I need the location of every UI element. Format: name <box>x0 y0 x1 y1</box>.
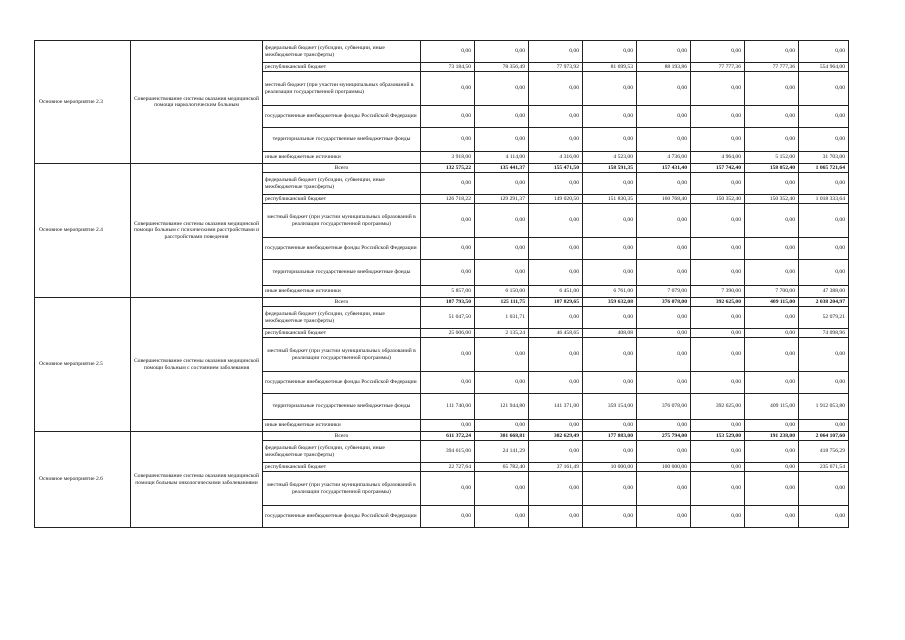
year-value-cell: 0,00 <box>637 372 691 394</box>
year-value-cell: 0,00 <box>583 372 637 394</box>
year-value-cell: 158 591,35 <box>583 164 637 173</box>
year-value-cell: 121 944,80 <box>475 394 529 420</box>
year-value-cell: 0,00 <box>745 338 799 372</box>
event-description-cell: Совершенствование системы оказания медицинской помощи больным с состоянием заболевания <box>131 298 263 432</box>
year-value-cell: 0,00 <box>691 329 745 338</box>
year-value-cell: 129 291,37 <box>475 195 529 204</box>
row-total-value-cell: 1 065 721,64 <box>799 164 849 173</box>
year-value-cell: 0,00 <box>745 472 799 506</box>
year-value-cell: 0,00 <box>745 238 799 260</box>
year-value-cell: 0,00 <box>529 472 583 506</box>
funding-source-cell: территориальные государственные внебюджетные фонды <box>263 128 421 152</box>
year-value-cell: 0,00 <box>529 173 583 195</box>
year-value-cell: 0,00 <box>637 204 691 238</box>
funding-source-cell: федеральный бюджет (субсидии, субвенции, иные межбюджетные трансферты) <box>263 41 421 63</box>
year-value-cell: 0,00 <box>691 372 745 394</box>
row-total-value-cell: 0,00 <box>799 72 849 106</box>
year-value-cell: 394 615,00 <box>421 441 475 463</box>
year-value-cell: 0,00 <box>637 128 691 152</box>
year-value-cell: 0,00 <box>475 204 529 238</box>
year-value-cell: 0,00 <box>421 472 475 506</box>
year-value-cell: 0,00 <box>475 238 529 260</box>
year-value-cell: 150 352,40 <box>745 195 799 204</box>
year-value-cell: 111 740,00 <box>421 394 475 420</box>
event-name-cell: Основное мероприятие 2.5 <box>35 298 131 432</box>
year-value-cell: 0,00 <box>421 506 475 528</box>
funding-source-cell: Всего <box>263 164 421 173</box>
year-value-cell: 141 371,00 <box>529 394 583 420</box>
year-value-cell: 37 161,49 <box>529 463 583 472</box>
year-value-cell: 0,00 <box>475 128 529 152</box>
year-value-cell: 0,00 <box>637 238 691 260</box>
year-value-cell: 0,00 <box>529 506 583 528</box>
year-value-cell: 0,00 <box>529 420 583 432</box>
row-total-value-cell: 235 671,54 <box>799 463 849 472</box>
year-value-cell: 0,00 <box>745 173 799 195</box>
year-value-cell: 0,00 <box>421 173 475 195</box>
year-value-cell: 25 006,00 <box>421 329 475 338</box>
funding-source-cell: республиканский бюджет <box>263 63 421 72</box>
year-value-cell: 0,00 <box>475 260 529 286</box>
year-value-cell: 0,00 <box>421 372 475 394</box>
year-value-cell: 301 668,81 <box>475 432 529 441</box>
table-row-total <box>35 298 849 307</box>
year-value-cell: 359 632,08 <box>583 298 637 307</box>
year-value-cell: 0,00 <box>745 420 799 432</box>
year-value-cell: 1 031,71 <box>475 307 529 329</box>
year-value-cell: 177 883,00 <box>583 432 637 441</box>
year-value-cell: 0,00 <box>691 307 745 329</box>
year-value-cell: 0,00 <box>745 106 799 128</box>
year-value-cell: 0,00 <box>475 506 529 528</box>
row-total-value-cell: 0,00 <box>799 41 849 63</box>
funding-source-cell: иные внебюджетные источники <box>263 420 421 432</box>
year-value-cell: 409 115,00 <box>745 298 799 307</box>
year-value-cell: 0,00 <box>745 441 799 463</box>
row-total-value-cell: 52 079,21 <box>799 307 849 329</box>
year-value-cell: 376 078,00 <box>637 394 691 420</box>
event-name-cell: Основное мероприятие 2.6 <box>35 432 131 528</box>
funding-source-cell: республиканский бюджет <box>263 329 421 338</box>
row-total-value-cell: 0,00 <box>799 338 849 372</box>
year-value-cell: 0,00 <box>691 506 745 528</box>
year-value-cell: 0,00 <box>745 128 799 152</box>
year-value-cell: 0,00 <box>637 72 691 106</box>
funding-source-cell: республиканский бюджет <box>263 195 421 204</box>
row-total-value-cell: 2 038 204,97 <box>799 298 849 307</box>
year-value-cell: 0,00 <box>745 204 799 238</box>
page-bottom-margin <box>0 590 905 640</box>
year-value-cell: 0,00 <box>583 238 637 260</box>
year-value-cell: 158 052,40 <box>745 164 799 173</box>
row-total-value-cell: 418 756,29 <box>799 441 849 463</box>
year-value-cell: 0,00 <box>583 173 637 195</box>
year-value-cell: 0,00 <box>583 420 637 432</box>
year-value-cell: 0,00 <box>745 72 799 106</box>
funding-source-cell: федеральный бюджет (субсидии, субвенции, иные межбюджетные трансферты) <box>263 173 421 195</box>
year-value-cell: 150 352,40 <box>691 195 745 204</box>
row-total-value-cell: 0,00 <box>799 420 849 432</box>
year-value-cell: 0,00 <box>583 128 637 152</box>
year-value-cell: 0,00 <box>421 72 475 106</box>
year-value-cell: 0,00 <box>745 506 799 528</box>
year-value-cell: 0,00 <box>583 307 637 329</box>
year-value-cell: 0,00 <box>637 329 691 338</box>
budget-table-body <box>35 41 849 528</box>
year-value-cell: 0,00 <box>637 260 691 286</box>
row-total-value-cell: 31 703,00 <box>799 152 849 164</box>
year-value-cell: 187 829,65 <box>529 298 583 307</box>
year-value-cell: 0,00 <box>475 420 529 432</box>
funding-source-cell: Всего <box>263 298 421 307</box>
funding-source-cell: республиканский бюджет <box>263 463 421 472</box>
year-value-cell: 4 736,00 <box>637 152 691 164</box>
year-value-cell: 0,00 <box>421 260 475 286</box>
year-value-cell: 6 451,00 <box>529 286 583 298</box>
year-value-cell: 0,00 <box>583 260 637 286</box>
year-value-cell: 135 441,37 <box>475 164 529 173</box>
year-value-cell: 0,00 <box>529 238 583 260</box>
year-value-cell: 6 761,00 <box>583 286 637 298</box>
year-value-cell: 153 529,00 <box>691 432 745 441</box>
year-value-cell: 78 356,49 <box>475 63 529 72</box>
year-value-cell: 408,08 <box>583 329 637 338</box>
year-value-cell: 0,00 <box>745 307 799 329</box>
event-name-cell: Основное мероприятие 2.4 <box>35 164 131 298</box>
year-value-cell: 0,00 <box>529 204 583 238</box>
year-value-cell: 0,00 <box>475 372 529 394</box>
year-value-cell: 0,00 <box>583 204 637 238</box>
funding-source-cell: Всего <box>263 432 421 441</box>
year-value-cell: 77 973,92 <box>529 63 583 72</box>
row-total-value-cell: 2 064 107,60 <box>799 432 849 441</box>
funding-source-cell: иные внебюджетные источники <box>263 152 421 164</box>
row-total-value-cell: 554 964,00 <box>799 63 849 72</box>
year-value-cell: 0,00 <box>529 260 583 286</box>
year-value-cell: 0,00 <box>421 204 475 238</box>
year-value-cell: 0,00 <box>421 41 475 63</box>
funding-source-cell: федеральный бюджет (субсидии, субвенции, иные межбюджетные трансферты) <box>263 441 421 463</box>
year-value-cell: 0,00 <box>745 329 799 338</box>
year-value-cell: 0,00 <box>637 506 691 528</box>
funding-source-cell: местный бюджет (при участии муниципальных образований в реализации государственной программы) <box>263 72 421 106</box>
year-value-cell: 376 078,00 <box>637 298 691 307</box>
funding-source-cell: федеральный бюджет (субсидии, субвенции, иные межбюджетные трансферты) <box>263 307 421 329</box>
row-total-value-cell: 0,00 <box>799 128 849 152</box>
year-value-cell: 0,00 <box>691 260 745 286</box>
year-value-cell: 0,00 <box>691 128 745 152</box>
year-value-cell: 0,00 <box>691 204 745 238</box>
year-value-cell: 46 458,65 <box>529 329 583 338</box>
year-value-cell: 149 020,50 <box>529 195 583 204</box>
row-total-value-cell: 0,00 <box>799 506 849 528</box>
year-value-cell: 0,00 <box>691 441 745 463</box>
year-value-cell: 51 047,50 <box>421 307 475 329</box>
row-total-value-cell: 0,00 <box>799 173 849 195</box>
year-value-cell: 359 154,00 <box>583 394 637 420</box>
year-value-cell: 0,00 <box>637 173 691 195</box>
year-value-cell: 0,00 <box>691 173 745 195</box>
row-total-value-cell: 0,00 <box>799 106 849 128</box>
year-value-cell: 0,00 <box>529 128 583 152</box>
funding-source-cell: местный бюджет (при участии муниципальных образований в реализации государственной программы) <box>263 472 421 506</box>
year-value-cell: 191 238,00 <box>745 432 799 441</box>
year-value-cell: 0,00 <box>583 106 637 128</box>
table-row-total <box>35 432 849 441</box>
year-value-cell: 0,00 <box>529 441 583 463</box>
year-value-cell: 0,00 <box>691 420 745 432</box>
year-value-cell: 392 625,00 <box>691 298 745 307</box>
year-value-cell: 409 115,00 <box>745 394 799 420</box>
year-value-cell: 155 471,50 <box>529 164 583 173</box>
year-value-cell: 0,00 <box>475 106 529 128</box>
year-value-cell: 88 193,86 <box>637 63 691 72</box>
year-value-cell: 302 629,49 <box>529 432 583 441</box>
table-row <box>35 41 849 63</box>
year-value-cell: 0,00 <box>637 106 691 128</box>
table-row-total <box>35 164 849 173</box>
year-value-cell: 0,00 <box>691 72 745 106</box>
year-value-cell: 22 727,64 <box>421 463 475 472</box>
year-value-cell: 0,00 <box>421 420 475 432</box>
year-value-cell: 0,00 <box>637 420 691 432</box>
year-value-cell: 7 700,00 <box>745 286 799 298</box>
row-total-value-cell: 0,00 <box>799 260 849 286</box>
year-value-cell: 0,00 <box>583 72 637 106</box>
year-value-cell: 10 000,00 <box>583 463 637 472</box>
year-value-cell: 0,00 <box>529 106 583 128</box>
row-total-value-cell: 1 912 053,80 <box>799 394 849 420</box>
year-value-cell: 81 699,53 <box>583 63 637 72</box>
year-value-cell: 0,00 <box>421 338 475 372</box>
year-value-cell: 0,00 <box>691 463 745 472</box>
year-value-cell: 0,00 <box>745 260 799 286</box>
budget-table <box>34 40 849 528</box>
row-total-value-cell: 0,00 <box>799 238 849 260</box>
year-value-cell: 392 625,00 <box>691 394 745 420</box>
year-value-cell: 5 857,00 <box>421 286 475 298</box>
year-value-cell: 0,00 <box>691 41 745 63</box>
year-value-cell: 0,00 <box>637 338 691 372</box>
funding-source-cell: местный бюджет (при участии муниципальных образований в реализации государственной программы) <box>263 204 421 238</box>
row-total-value-cell: 0,00 <box>799 372 849 394</box>
year-value-cell: 0,00 <box>637 307 691 329</box>
year-value-cell: 132 575,22 <box>421 164 475 173</box>
year-value-cell: 4 316,00 <box>529 152 583 164</box>
year-value-cell: 7 079,00 <box>637 286 691 298</box>
year-value-cell: 0,00 <box>583 506 637 528</box>
year-value-cell: 6 150,00 <box>475 286 529 298</box>
year-value-cell: 4 523,00 <box>583 152 637 164</box>
event-description-cell: Совершенствование системы оказания медицинской помощи больным с психическими расстройствами и расстройствами поведения <box>131 164 263 298</box>
year-value-cell: 0,00 <box>691 238 745 260</box>
year-value-cell: 0,00 <box>583 338 637 372</box>
year-value-cell: 77 777,36 <box>691 63 745 72</box>
event-description-cell: Совершенствование системы оказания медицинской помощи наркологическим больным <box>131 41 263 164</box>
row-total-value-cell: 0,00 <box>799 204 849 238</box>
year-value-cell: 100 000,00 <box>637 463 691 472</box>
year-value-cell: 0,00 <box>583 441 637 463</box>
row-total-value-cell: 74 098,96 <box>799 329 849 338</box>
year-value-cell: 65 782,40 <box>475 463 529 472</box>
year-value-cell: 3 918,00 <box>421 152 475 164</box>
year-value-cell: 2 135,24 <box>475 329 529 338</box>
year-value-cell: 0,00 <box>691 338 745 372</box>
funding-source-cell: местный бюджет (при участии муниципальных образований в реализации государственной программы) <box>263 338 421 372</box>
year-value-cell: 0,00 <box>529 41 583 63</box>
year-value-cell: 4 964,00 <box>691 152 745 164</box>
year-value-cell: 24 141,29 <box>475 441 529 463</box>
year-value-cell: 77 777,36 <box>745 63 799 72</box>
event-name-cell: Основное мероприятие 2.3 <box>35 41 131 164</box>
funding-source-cell: государственные внебюджетные фонды Российской Федерации <box>263 106 421 128</box>
year-value-cell: 0,00 <box>529 372 583 394</box>
year-value-cell: 0,00 <box>529 338 583 372</box>
event-description-cell: Совершенствование системы оказания медицинской помощи больным онкологическими заболеваниями <box>131 432 263 528</box>
year-value-cell: 4 114,00 <box>475 152 529 164</box>
year-value-cell: 157 742,40 <box>691 164 745 173</box>
year-value-cell: 5 152,00 <box>745 152 799 164</box>
year-value-cell: 125 111,75 <box>475 298 529 307</box>
year-value-cell: 0,00 <box>421 128 475 152</box>
year-value-cell: 151 830,35 <box>583 195 637 204</box>
row-total-value-cell: 0,00 <box>799 472 849 506</box>
row-total-value-cell: 1 018 333,64 <box>799 195 849 204</box>
year-value-cell: 7 390,00 <box>691 286 745 298</box>
year-value-cell: 0,00 <box>529 307 583 329</box>
year-value-cell: 0,00 <box>745 372 799 394</box>
funding-source-cell: государственные внебюджетные фонды Российской Федерации <box>263 238 421 260</box>
year-value-cell: 275 794,00 <box>637 432 691 441</box>
year-value-cell: 0,00 <box>691 472 745 506</box>
year-value-cell: 157 431,40 <box>637 164 691 173</box>
year-value-cell: 160 768,40 <box>637 195 691 204</box>
year-value-cell: 0,00 <box>583 41 637 63</box>
year-value-cell: 187 793,50 <box>421 298 475 307</box>
year-value-cell: 0,00 <box>475 173 529 195</box>
funding-source-cell: иные внебюджетные источники <box>263 286 421 298</box>
year-value-cell: 73 184,50 <box>421 63 475 72</box>
year-value-cell: 0,00 <box>583 472 637 506</box>
year-value-cell: 0,00 <box>637 441 691 463</box>
year-value-cell: 0,00 <box>529 72 583 106</box>
funding-source-cell: территориальные государственные внебюджетные фонды <box>263 260 421 286</box>
row-total-value-cell: 47 388,00 <box>799 286 849 298</box>
year-value-cell: 0,00 <box>745 41 799 63</box>
year-value-cell: 0,00 <box>421 238 475 260</box>
year-value-cell: 0,00 <box>691 106 745 128</box>
year-value-cell: 0,00 <box>475 41 529 63</box>
year-value-cell: 0,00 <box>637 472 691 506</box>
year-value-cell: 126 718,22 <box>421 195 475 204</box>
funding-source-cell: территориальные государственные внебюджетные фонды <box>263 394 421 420</box>
funding-source-cell: государственные внебюджетные фонды Российской Федерации <box>263 372 421 394</box>
funding-source-cell: государственные внебюджетные фонды Российской Федерации <box>263 506 421 528</box>
year-value-cell: 0,00 <box>475 472 529 506</box>
year-value-cell: 0,00 <box>475 72 529 106</box>
year-value-cell: 611 372,24 <box>421 432 475 441</box>
year-value-cell: 0,00 <box>475 338 529 372</box>
year-value-cell: 0,00 <box>745 463 799 472</box>
year-value-cell: 0,00 <box>421 106 475 128</box>
year-value-cell: 0,00 <box>637 41 691 63</box>
